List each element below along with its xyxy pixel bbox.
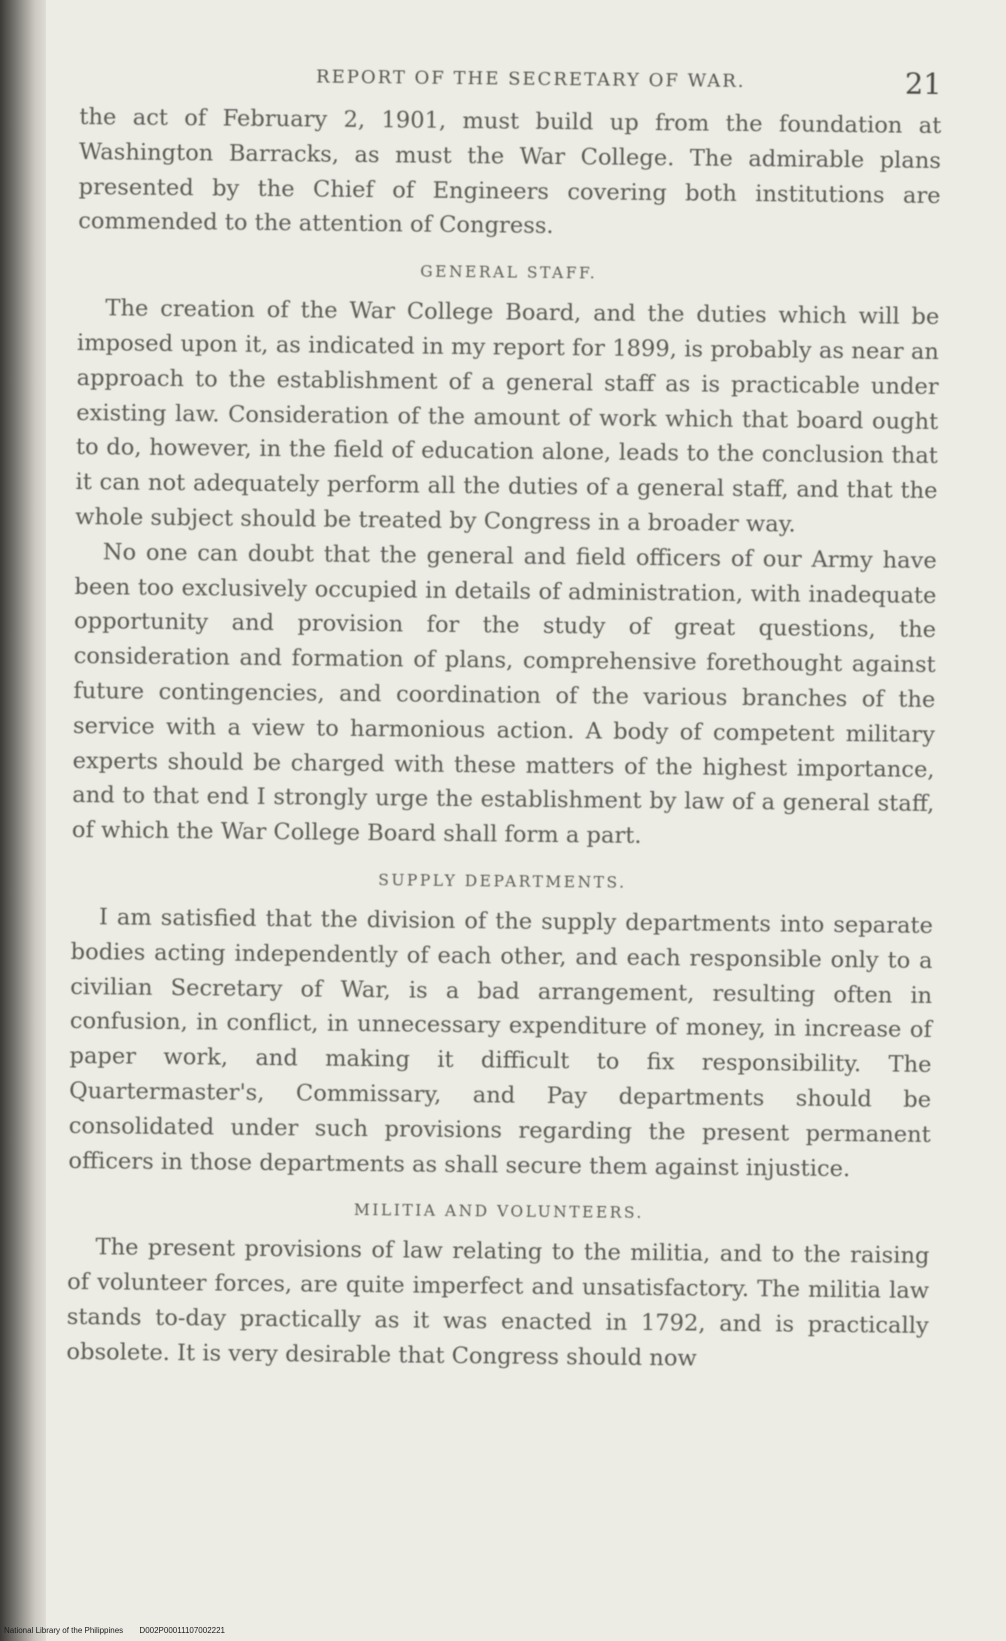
running-title: REPORT OF THE SECRETARY OF WAR. [315,66,746,92]
document-page [46,0,1006,1641]
section-heading-supply-departments: SUPPLY DEPARTMENTS. [378,871,627,892]
general-staff-paragraph-2: No one can doubt that the general and field officers of our Army have been too exclusively occupied in details of administration, with inadequate opportunity and provision for the study of great questions, the consideration and formation of plans, comprehensive forethought against future contingencies, and coordination of the various branches of the service with a view to harmonious action. A body of competent military experts should be charged with these matters of the highest importance, and to that end I strongly urge the establishment by law of a general staff, of which the War College Board shall form a part. [71,539,937,850]
general-staff-paragraph-1: The creation of the War College Board, and the duties which will be imposed upon it, as indicated in my report for 1899, is probably as near an approach to the establishment of a general staff as is practicable under existing law. Consideration of the amount of work which that board ought to do, however, in the field of education alone, leads to the conclusion that it can not adequately perform all the duties of a general staff, and that the whole subject should be treated by Congress in a broader way. [75,295,940,538]
scan-binding-edge [0,0,46,1641]
page-content [66,56,942,1378]
supply-departments-paragraph-1: I am satisfied that the division of the supply departments into separate bodies acting independently of each other, and each responsible only to a civilian Secretary of War, is a bad arrangement, resulting often in confusion, in conflict, in unnecessary expenditure of money, in increase of paper work, and making it difficult to fix responsibility. The Quartermaster's, Commissary, and Pay departments should be consolidated under such provisions regarding the present permanent officers in those departments as shall secure them against injustice. [68,904,934,1182]
section-heading-general-staff: GENERAL STAFF. [420,262,598,283]
library-credit: National Library of the Philippines [4,1626,124,1635]
image-code: D002P00011107002221 [139,1626,225,1635]
intro-paragraph: the act of February 2, 1901, must build up from the foundation at Washington Barracks, as must the War College. The admirable plans presented by the Chief of Engineers covering both institutions are commended to the attention of Congress. [78,103,942,240]
page-number: 21 [904,66,942,102]
section-heading-militia-and-volunteers: MILITIA AND VOLUNTEERS. [353,1201,644,1223]
running-head [80,56,942,109]
militia-paragraph-1: The present provisions of law relating to the militia, and to the raising of volunteer forces, are quite imperfect and unsatisfactory. The militia law stands to-day practically as it was enacted in 1792, and is practically obsolete. It is very desirable that Congress should now [66,1234,930,1372]
footer-credit [4,1626,225,1635]
